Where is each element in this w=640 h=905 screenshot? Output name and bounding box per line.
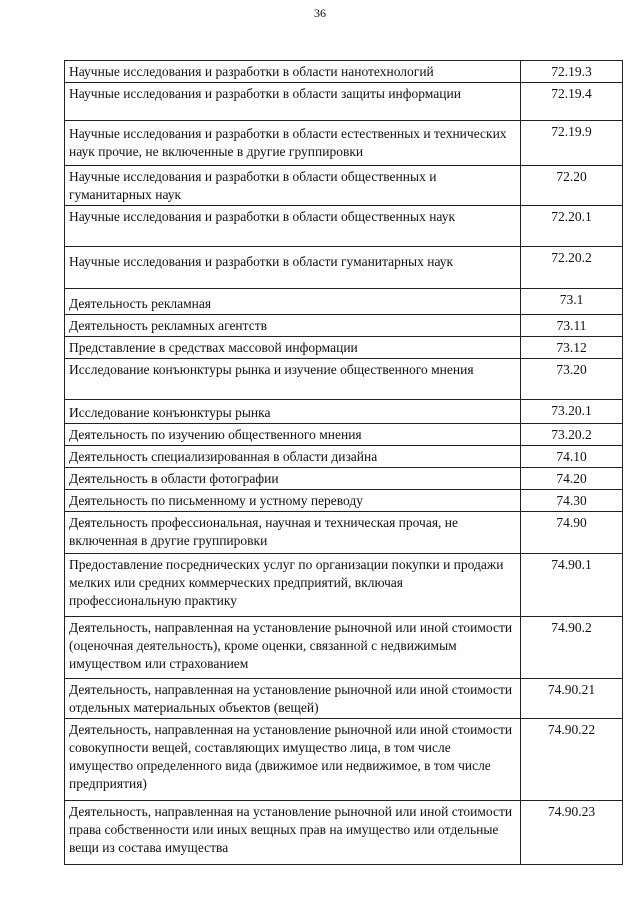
activity-code: 72.19.3 [521,61,623,83]
activity-code: 73.20.2 [521,424,623,446]
table-row [65,424,623,446]
activity-code: 74.10 [521,446,623,468]
table-row [65,801,623,865]
activity-code: 72.19.4 [521,83,623,121]
activity-code: 72.20 [521,166,623,206]
table-body [65,61,623,865]
activity-description: Научные исследования и разработки в области защиты информации [65,83,521,121]
page-number: 36 [314,6,326,20]
activity-code: 74.90.1 [521,554,623,617]
activity-code: 74.90.23 [521,801,623,865]
activity-code: 73.20.1 [521,400,623,424]
table-row [65,512,623,554]
table-row [65,554,623,617]
table-row [65,719,623,801]
activity-description: Деятельность рекламная [65,289,521,315]
okved-codes-table [64,60,623,865]
table-row [65,446,623,468]
table-row [65,289,623,315]
activity-description: Деятельность, направленная на установление рыночной или иной стоимости (оценочная деятельность), кроме оценки, связанной с недвижимым имуществом или страхованием [65,617,521,679]
table-row [65,206,623,247]
table-row [65,337,623,359]
activity-description: Деятельность рекламных агентств [65,315,521,337]
activity-code: 74.90.21 [521,679,623,719]
activity-description: Исследование конъюнктуры рынка [65,400,521,424]
table-row [65,679,623,719]
activity-description: Деятельность по письменному и устному переводу [65,490,521,512]
table-row [65,490,623,512]
activity-code: 73.20 [521,359,623,400]
activity-description: Представление в средствах массовой информации [65,337,521,359]
activity-code: 74.20 [521,468,623,490]
activity-code: 73.11 [521,315,623,337]
activity-description: Деятельность специализированная в области дизайна [65,446,521,468]
table-row [65,359,623,400]
activity-code: 74.90.22 [521,719,623,801]
activity-description: Научные исследования и разработки в области гуманитарных наук [65,247,521,289]
table-row [65,400,623,424]
activity-description: Научные исследования и разработки в области общественных и гуманитарных наук [65,166,521,206]
activity-description: Научные исследования и разработки в области общественных наук [65,206,521,247]
table-row [65,166,623,206]
table-row [65,247,623,289]
table-row [65,121,623,166]
activity-code: 72.20.2 [521,247,623,289]
table-row [65,468,623,490]
activity-code: 72.20.1 [521,206,623,247]
activity-description: Деятельность профессиональная, научная и техническая прочая, не включенная в другие группировки [65,512,521,554]
table-row [65,61,623,83]
activity-description: Деятельность, направленная на установление рыночной или иной стоимости совокупности вещей, составляющих имущество лица, в том числе имущество определенного вида (движимое или недвижимое, в том числе предприятия) [65,719,521,801]
activity-description: Деятельность, направленная на установление рыночной или иной стоимости отдельных материальных объектов (вещей) [65,679,521,719]
activity-description: Исследование конъюнктуры рынка и изучение общественного мнения [65,359,521,400]
activity-code: 74.30 [521,490,623,512]
activity-code: 72.19.9 [521,121,623,166]
activity-description: Деятельность по изучению общественного мнения [65,424,521,446]
activity-code: 74.90.2 [521,617,623,679]
activity-description: Предоставление посреднических услуг по организации покупки и продажи мелких или средних коммерческих предприятий, включая профессиональную практику [65,554,521,617]
activity-code: 73.1 [521,289,623,315]
activity-description: Деятельность, направленная на установление рыночной или иной стоимости права собственности или иных вещных прав на имущество или отдельные вещи из состава имущества [65,801,521,865]
activity-code: 73.12 [521,337,623,359]
table-row [65,315,623,337]
table-row [65,617,623,679]
activity-description: Научные исследования и разработки в области естественных и технических наук прочие, не включенные в другие группировки [65,121,521,166]
activity-code: 74.90 [521,512,623,554]
activity-description: Деятельность в области фотографии [65,468,521,490]
table-row [65,83,623,121]
activity-description: Научные исследования и разработки в области нанотехнологий [65,61,521,83]
